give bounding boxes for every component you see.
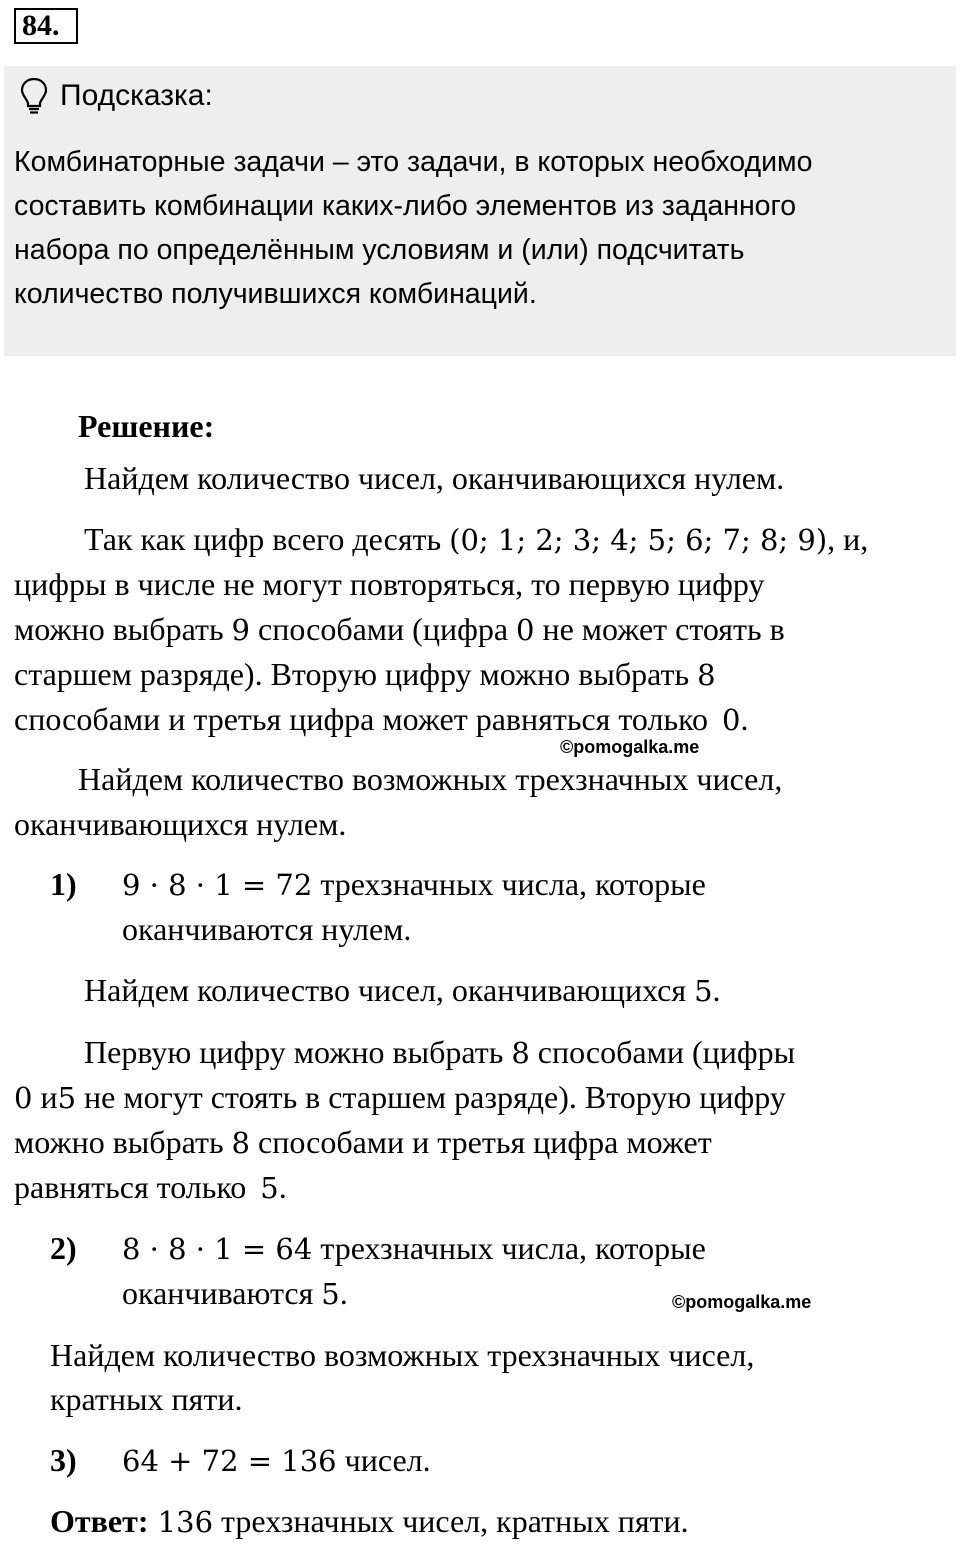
step-label: 3) [50, 1442, 77, 1478]
step-expression: 8 · 8 · 1 = 64 [122, 1232, 313, 1266]
step-line: оканчиваются нулем. [122, 911, 412, 947]
step-expression: 9 · 8 · 1 = 72 [122, 868, 313, 902]
paragraph-line: Так как цифр всего десять (0; 1; 2; 3; 4; 5; 6; 7; 8; 9), и, [84, 521, 869, 557]
step-line: оканчиваются 5. [122, 1275, 348, 1311]
paragraph-line: кратных пяти. [50, 1381, 243, 1417]
paragraph-line: Найдем количество возможных трехзначных чисел, [50, 1337, 755, 1373]
paragraph-line: оканчивающихся нулем. [14, 806, 347, 842]
lightbulb-icon [18, 76, 50, 116]
hint-line: набора по определённым условиям и (или) подсчитать [14, 234, 745, 266]
step-expression: 64 + 72 = 136 [122, 1444, 337, 1478]
hint-line: количество получившихся комбинаций. [14, 278, 537, 310]
answer-label: Ответ: [50, 1503, 149, 1539]
task-number: 84. [14, 8, 78, 44]
paragraph-line: Найдем количество чисел, оканчивающихся 5. [84, 972, 721, 1008]
paragraph-line: можно выбрать 8 способами и третья цифра может [14, 1124, 712, 1160]
paragraph-line: способами и третья цифра может равняться только 0. [14, 701, 749, 737]
paragraph-line: цифры в числе не могут повторяться, то первую цифру [14, 566, 765, 602]
step-label: 1) [50, 866, 77, 902]
step-label: 2) [50, 1230, 77, 1266]
step-line: 8 · 8 · 1 = 64 трехзначных числа, которые [122, 1230, 706, 1266]
hint-line: составить комбинации каких-либо элементов из заданного [14, 190, 797, 222]
step-line: 64 + 72 = 136 чисел. [122, 1442, 431, 1478]
paragraph: Найдем количество чисел, оканчивающихся нулем. [84, 460, 785, 496]
digits-set: (0; 1; 2; 3; 4; 5; 6; 7; 8; 9) [449, 523, 828, 557]
paragraph-line: равняться только 5. [14, 1169, 287, 1205]
paragraph-line: можно выбрать 9 способами (цифра 0 не может стоять в [14, 611, 785, 647]
watermark: ©pomogalka.me [672, 1292, 812, 1312]
step-line: 9 · 8 · 1 = 72 трехзначных числа, которые [122, 866, 706, 902]
paragraph-line: старшем разряде). Вторую цифру можно выбрать 8 [14, 656, 716, 692]
watermark: ©pomogalka.me [560, 737, 700, 757]
answer: Ответ: 136 трехзначных чисел, кратных пяти. [50, 1503, 689, 1539]
solution-heading: Решение: [78, 408, 215, 444]
paragraph-line: 0 и5 не могут стоять в старшем разряде). Вторую цифру [14, 1079, 786, 1115]
hint-title: Подсказка: [60, 79, 213, 112]
hint-line: Комбинаторные задачи – это задачи, в которых необходимо [14, 146, 813, 178]
paragraph-line: Первую цифру можно выбрать 8 способами (цифры [84, 1034, 796, 1070]
paragraph-line: Найдем количество возможных трехзначных чисел, [78, 761, 783, 797]
